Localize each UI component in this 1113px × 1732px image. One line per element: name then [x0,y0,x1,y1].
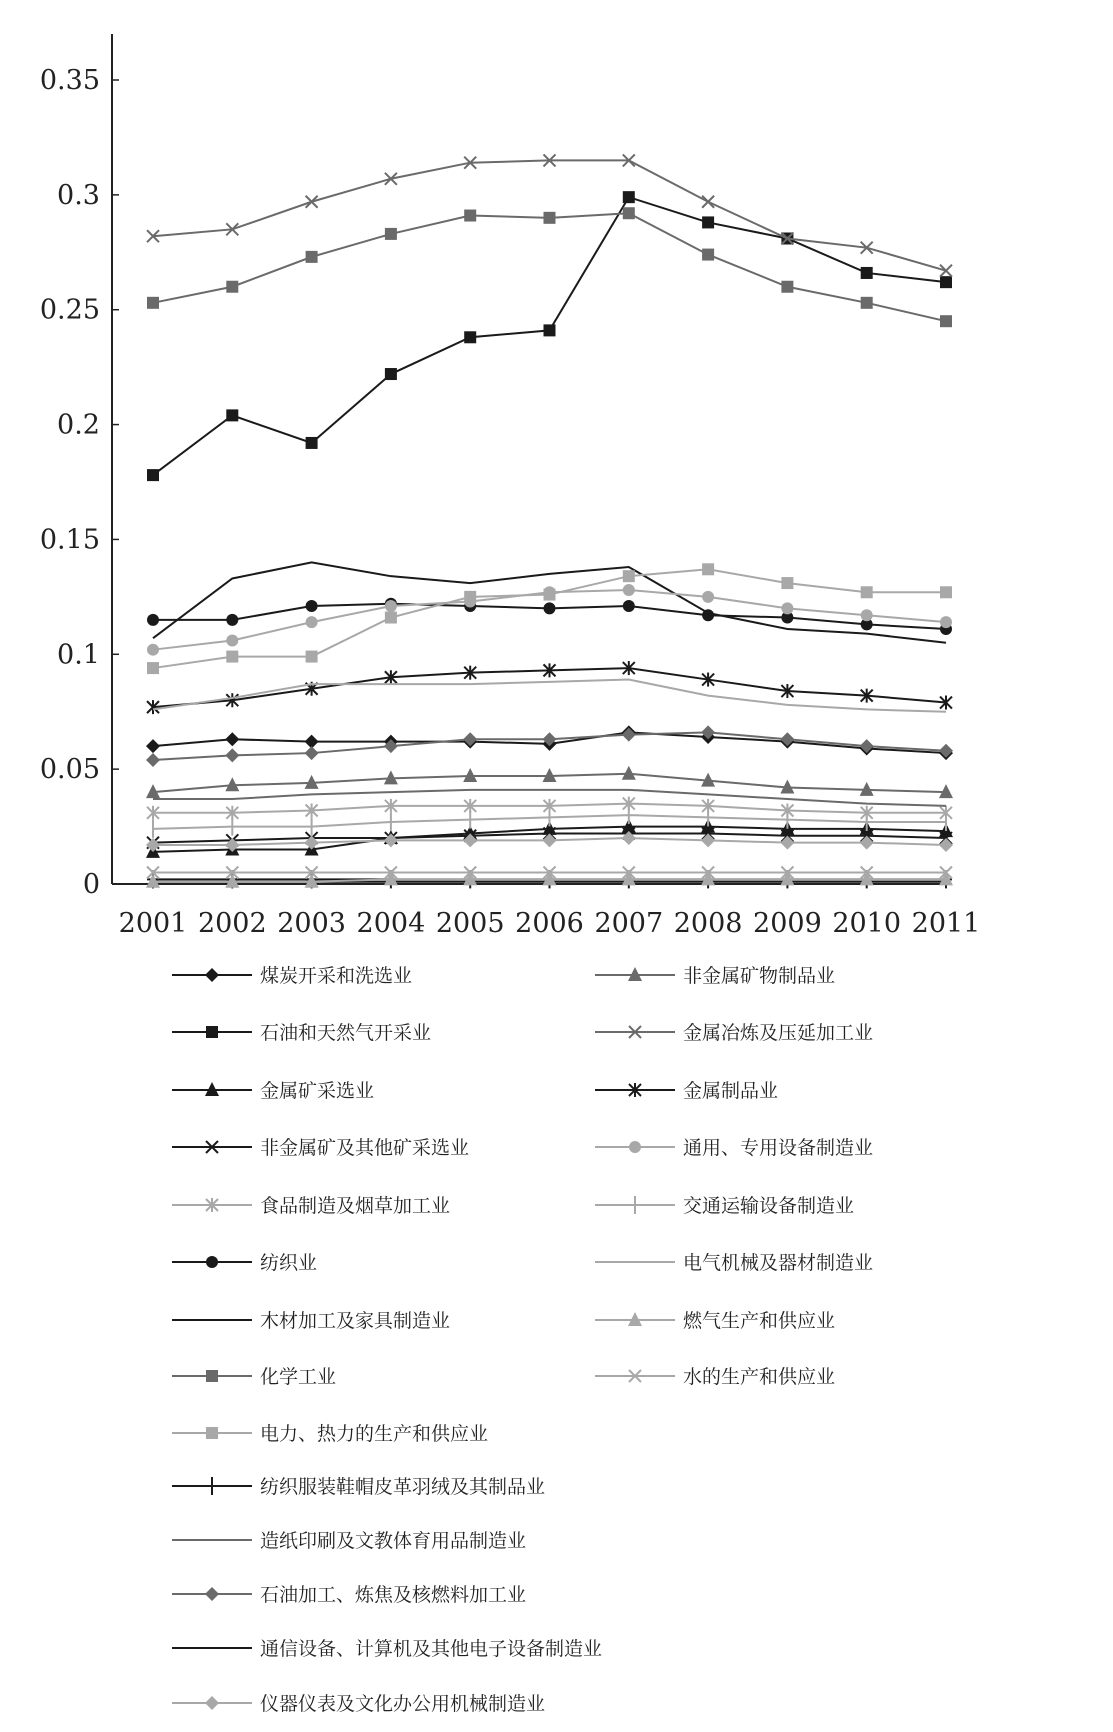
data-point [781,281,793,293]
legend-item-18 [595,1137,873,1159]
data-point [226,614,238,626]
data-point [780,732,794,746]
data-point [147,614,159,626]
legend-label: 造纸印刷及文教体育用品制造业 [260,1530,527,1552]
legend-label: 石油加工、炼焦及核燃料加工业 [260,1584,527,1606]
data-point [226,651,238,663]
y-tick-label: 0.15 [39,524,100,556]
data-point [147,644,159,656]
data-point [939,744,953,758]
series-line [153,213,946,321]
x-axis [112,878,980,939]
data-point [306,651,318,663]
data-point [940,276,952,288]
data-point [780,836,794,850]
legend-label: 纺织服装鞋帽皮革羽绒及其制品业 [260,1476,546,1498]
legend-item-15 [595,965,835,987]
x-tick-label: 2010 [832,908,902,939]
data-point [146,739,160,753]
legend-item-21 [595,1310,835,1332]
data-point [781,577,793,589]
y-tick-label: 0.35 [39,65,100,96]
data-point [623,191,635,203]
data-point [702,216,714,228]
data-point [940,315,952,327]
data-point [544,212,556,224]
x-tick-label: 2001 [118,908,188,939]
data-point [622,766,636,780]
x-tick-label: 2009 [753,908,822,939]
data-point [464,331,476,343]
legend-label: 食品制造及烟草加工业 [260,1195,451,1217]
data-point [226,281,238,293]
data-point [940,616,952,628]
data-point [702,249,714,261]
legend-label: 电力、热力的生产和供应业 [260,1423,489,1445]
data-point [861,267,873,279]
legend-item-22 [595,1366,835,1388]
data-point [702,196,714,208]
y-tick-label: 0.05 [39,754,100,786]
data-point [544,586,556,598]
data-point [702,563,714,575]
data-point [464,595,476,607]
legend-marker [206,1427,218,1439]
y-tick-label: 0 [82,869,100,900]
legend-item-17 [595,1080,778,1102]
data-point [702,591,714,603]
data-point [544,324,556,336]
series-9 [147,563,952,674]
legend [172,965,873,1715]
legend-item-9 [172,1423,488,1445]
legend-marker [206,1026,218,1038]
legend-label: 仪器仪表及文化办公用机械制造业 [260,1693,546,1715]
series-8 [147,207,952,327]
series-6 [147,598,952,635]
data-point [623,570,635,582]
legend-label: 非金属矿及其他矿采选业 [260,1137,470,1159]
legend-marker [629,1141,641,1153]
legend-item-7 [172,1310,450,1332]
series-15 [146,766,953,798]
legend-marker [206,1477,218,1495]
legend-marker [206,1370,218,1382]
series-2 [147,191,952,481]
legend-item-2 [172,1022,431,1044]
legend-item-6 [172,1252,317,1274]
legend-label: 电气机械及器材制造业 [683,1252,874,1274]
legend-label: 金属冶炼及压延加工业 [683,1022,874,1044]
legend-label: 煤炭开采和洗选业 [260,965,413,987]
legend-label: 交通运输设备制造业 [683,1195,855,1217]
data-point [226,635,238,647]
legend-item-16 [595,1022,873,1044]
y-tick-label: 0.3 [57,179,100,211]
legend-label: 通用、专用设备制造业 [683,1137,874,1159]
data-point [701,833,715,847]
data-point [306,600,318,612]
data-point [306,196,318,208]
legend-label: 纺织业 [260,1252,318,1274]
legend-item-20 [595,1252,873,1274]
x-tick-label: 2005 [435,908,505,939]
data-point [940,586,952,598]
data-point [146,838,160,852]
data-point [781,602,793,614]
data-point [543,833,557,847]
legend-marker [206,1256,218,1268]
data-point [147,469,159,481]
data-point [306,616,318,628]
data-point [385,612,397,624]
legend-label: 非金属矿物制品业 [683,965,836,987]
x-tick-label: 2007 [594,908,664,939]
legend-marker [205,1587,219,1601]
legend-marker [205,968,219,982]
data-point [622,728,636,742]
x-tick-label: 2008 [673,908,743,939]
data-point [225,732,239,746]
data-point [226,409,238,421]
x-tick-label: 2006 [515,908,584,939]
data-point [384,833,398,847]
legend-item-13 [172,1638,602,1660]
legend-item-19 [595,1195,854,1217]
data-point [463,732,477,746]
x-tick-label: 2002 [197,908,267,939]
data-point [861,609,873,621]
legend-item-10 [172,1476,545,1498]
data-point [623,600,635,612]
legend-item-5 [172,1195,450,1217]
data-point [939,838,953,852]
series-line [153,569,946,668]
legend-item-4 [172,1137,469,1159]
y-tick-label: 0.25 [39,294,100,326]
data-point [861,586,873,598]
data-point [464,210,476,222]
data-point [146,753,160,767]
x-tick-label: 2011 [911,908,981,939]
legend-label: 水的生产和供应业 [683,1366,836,1388]
legend-label: 化学工业 [260,1366,337,1388]
y-tick-label: 0.1 [57,639,100,671]
legend-label: 燃气生产和供应业 [683,1310,836,1332]
legend-item-14 [172,1693,545,1715]
data-point [940,265,952,277]
data-point [623,207,635,219]
x-tick-label: 2003 [277,908,346,939]
series-17 [147,661,952,714]
legend-label: 通信设备、计算机及其他电子设备制造业 [260,1638,603,1660]
data-point [147,662,159,674]
series-line [153,680,946,712]
series-lines [146,154,953,888]
x-tick-label: 2004 [356,908,426,939]
legend-label: 金属制品业 [683,1080,779,1102]
data-point [860,836,874,850]
data-point [385,600,397,612]
data-point [306,437,318,449]
legend-item-1 [172,965,412,987]
legend-item-11 [172,1530,526,1552]
data-point [225,748,239,762]
legend-item-8 [172,1366,336,1388]
y-tick-label: 0.2 [57,409,100,441]
series-20 [153,680,946,712]
series-18 [147,584,952,656]
data-point [306,251,318,263]
data-point [385,368,397,380]
data-point [385,228,397,240]
legend-label: 金属矿采选业 [260,1080,375,1102]
legend-item-3 [172,1080,374,1102]
y-axis [40,34,119,900]
data-point [544,602,556,614]
data-point [861,297,873,309]
legend-item-12 [172,1584,526,1606]
legend-marker [205,1696,219,1710]
legend-label: 木材加工及家具制造业 [260,1310,451,1332]
data-point [860,739,874,753]
legend-label: 石油和天然气开采业 [260,1022,432,1044]
data-point [623,584,635,596]
data-point [305,746,319,760]
data-point [147,297,159,309]
